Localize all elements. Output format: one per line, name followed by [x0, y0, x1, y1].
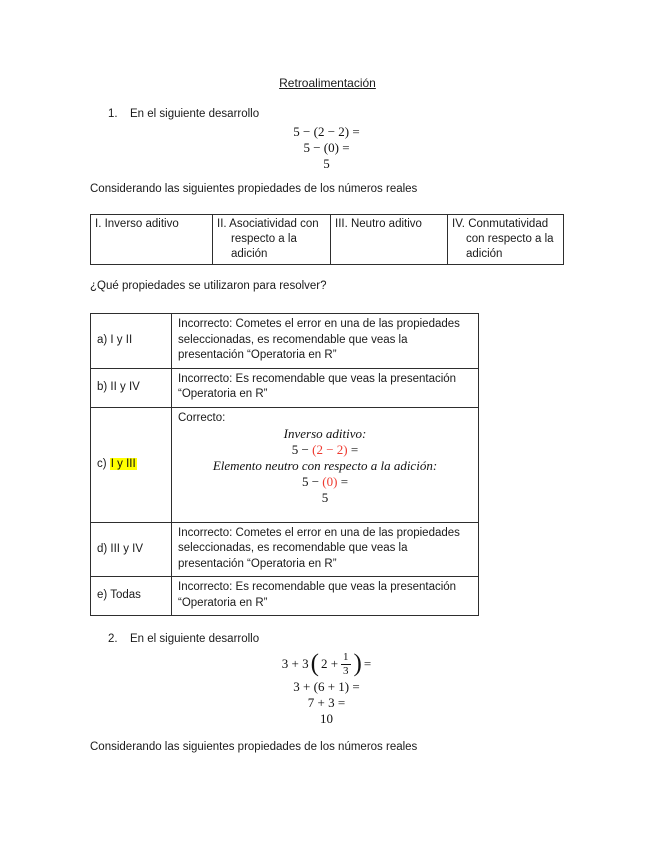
- property-cell-1: I. Inverso aditivo: [91, 215, 213, 265]
- step1-pre: 5 −: [291, 441, 313, 457]
- option-row-d: [91, 522, 479, 577]
- document-content: [90, 107, 563, 754]
- option-b-label: b) II y IV: [91, 368, 172, 407]
- correct-step-1: [178, 442, 472, 458]
- properties-table: [90, 214, 564, 265]
- option-row-c: [91, 407, 479, 522]
- q2-number: 2.: [108, 633, 118, 645]
- step2-post: =: [337, 473, 349, 489]
- step1-red: (2 − 2): [312, 441, 348, 457]
- q1-prompt-text: En el siguiente desarrollo: [130, 108, 260, 120]
- property-cell-4: IV. Conmutatividad con respecto a la adición: [448, 215, 564, 265]
- option-d-label: d) III y IV: [91, 522, 172, 577]
- q2-math-line-2: 3 + (6 + 1) =: [293, 679, 360, 694]
- q2-considering-text: Considerando las siguientes propiedades de los números reales: [90, 741, 418, 753]
- q1-math-line-2: 5 − (0) =: [303, 140, 350, 155]
- option-d-feedback: Incorrecto: Cometes el error en una de las propiedades seleccionadas, es recomendable que veas la presentación “Operatoria en R”: [172, 522, 479, 577]
- close-paren: ): [353, 649, 362, 677]
- option-e-label: e) Todas: [91, 577, 172, 616]
- option-b-feedback: Incorrecto: Es recomendable que veas la presentación “Operatoria en R”: [172, 368, 479, 407]
- correct-property-1: Inverso aditivo:: [283, 425, 367, 441]
- correct-heading: Correcto:: [178, 411, 226, 424]
- option-c-label: [91, 407, 172, 522]
- fraction: [341, 651, 351, 676]
- option-a-label: a) I y II: [91, 314, 172, 369]
- q1-math-line-3: 5: [323, 156, 330, 171]
- q2-line1-equals: =: [363, 656, 372, 671]
- option-a-feedback: Incorrecto: Cometes el error en una de las propiedades seleccionadas, es recomendable que veas la presentación “Operatoria en R”: [172, 314, 479, 369]
- q2-math-line-4: 10: [320, 711, 333, 726]
- q2-prompt: [108, 632, 563, 646]
- page-title: Retroalimentación: [279, 76, 376, 90]
- step2-pre: 5 −: [301, 473, 323, 489]
- step2-red: (0): [322, 473, 338, 489]
- correct-property-2: Elemento neutro con respecto a la adición:: [212, 457, 438, 473]
- correct-result: 5: [321, 489, 329, 505]
- q1-number: 1.: [108, 108, 118, 120]
- step1-post: =: [347, 441, 359, 457]
- option-row-a: [91, 314, 479, 369]
- fraction-denominator: 3: [343, 664, 349, 677]
- q2-math-line-1: [90, 649, 563, 679]
- option-row-b: [91, 368, 479, 407]
- q2-line1-pre: 3 + 3: [281, 656, 309, 671]
- open-paren: (: [310, 649, 319, 677]
- properties-row: [91, 215, 564, 265]
- q2-math-line-3: 7 + 3 =: [307, 695, 346, 710]
- options-table: [90, 313, 479, 616]
- q2-prompt-text: En el siguiente desarrollo: [130, 633, 260, 645]
- q1-math-block: [90, 124, 563, 172]
- q2-inner-pre: 2 +: [320, 656, 339, 671]
- fraction-numerator: 1: [343, 651, 349, 664]
- property-cell-2: II. Asociatividad con respecto a la adición: [213, 215, 331, 265]
- correct-option-highlight: I y III: [110, 457, 136, 470]
- option-row-e: [91, 577, 479, 616]
- option-e-feedback: Incorrecto: Es recomendable que veas la presentación “Operatoria en R”: [172, 577, 479, 616]
- property-cell-3: III. Neutro aditivo: [331, 215, 448, 265]
- q1-considering-text: Considerando las siguientes propiedades de los números reales: [90, 183, 418, 195]
- q2-math-block: [90, 649, 563, 727]
- correct-step-2: [178, 474, 472, 490]
- q1-math-line-1: 5 − (2 − 2) =: [293, 124, 360, 139]
- q1-prompt: [108, 107, 563, 121]
- q1-question-text: ¿Qué propiedades se utilizaron para resolver?: [90, 280, 327, 292]
- option-c-feedback: [172, 407, 479, 522]
- option-c-prefix: c): [97, 457, 110, 470]
